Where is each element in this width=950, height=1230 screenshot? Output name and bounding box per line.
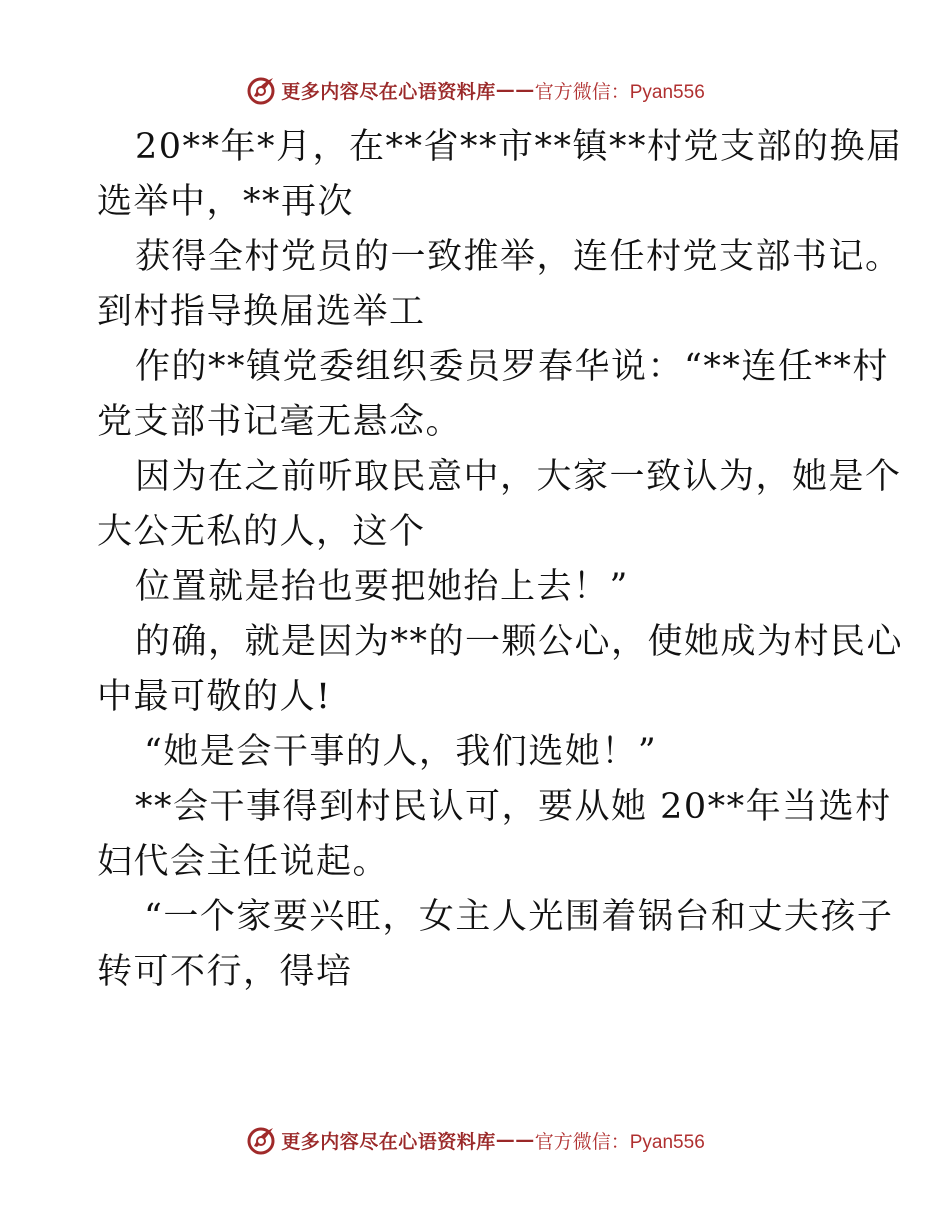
footer-banner	[0, 1120, 950, 1160]
body-line: 获得全村党员的一致推举，连任村党支部书记。	[135, 237, 902, 277]
body-line: 中最可敬的人!	[97, 677, 332, 717]
brand-logo-icon	[245, 74, 277, 106]
body-line: **会干事得到村民认可，要从她 20**年当选村	[135, 787, 892, 827]
banner-separator: ——	[495, 1129, 535, 1151]
banner-separator: ——	[495, 79, 535, 101]
body-line: 到村指导换届选举工	[97, 292, 426, 332]
banner-text: 更多内容尽在心语资料库	[281, 1130, 496, 1153]
body-line: 作的**镇党委组织委员罗春华说：“**连任**村	[135, 347, 889, 387]
body-line: 妇代会主任说起。	[97, 842, 390, 882]
body-line: “一个家要兴旺，女主人光围着锅台和丈夫孩子	[144, 897, 894, 937]
body-line: 位置就是抬也要把她抬上去！”	[135, 567, 629, 607]
body-line: 的确，就是因为**的一颗公心，使她成为村民心	[135, 622, 904, 662]
banner-text: 更多内容尽在心语资料库	[281, 80, 496, 103]
banner-wechat: 官方微信：Pyan556	[534, 1131, 705, 1153]
document-body	[97, 120, 904, 1000]
body-line: 转可不行，得培	[97, 952, 353, 992]
body-line: 党支部书记毫无悬念。	[97, 402, 463, 442]
header-banner	[0, 70, 950, 110]
body-line: 选举中，**再次	[97, 182, 355, 222]
brand-logo-icon	[245, 1124, 277, 1156]
body-line: “她是会干事的人，我们选她！”	[144, 732, 658, 772]
body-line: 20**年*月，在**省**市**镇**村党支部的换届	[135, 127, 903, 167]
body-line: 大公无私的人，这个	[97, 512, 426, 552]
banner-wechat: 官方微信：Pyan556	[534, 81, 705, 103]
body-line: 因为在之前听取民意中，大家一致认为，她是个	[135, 457, 902, 497]
